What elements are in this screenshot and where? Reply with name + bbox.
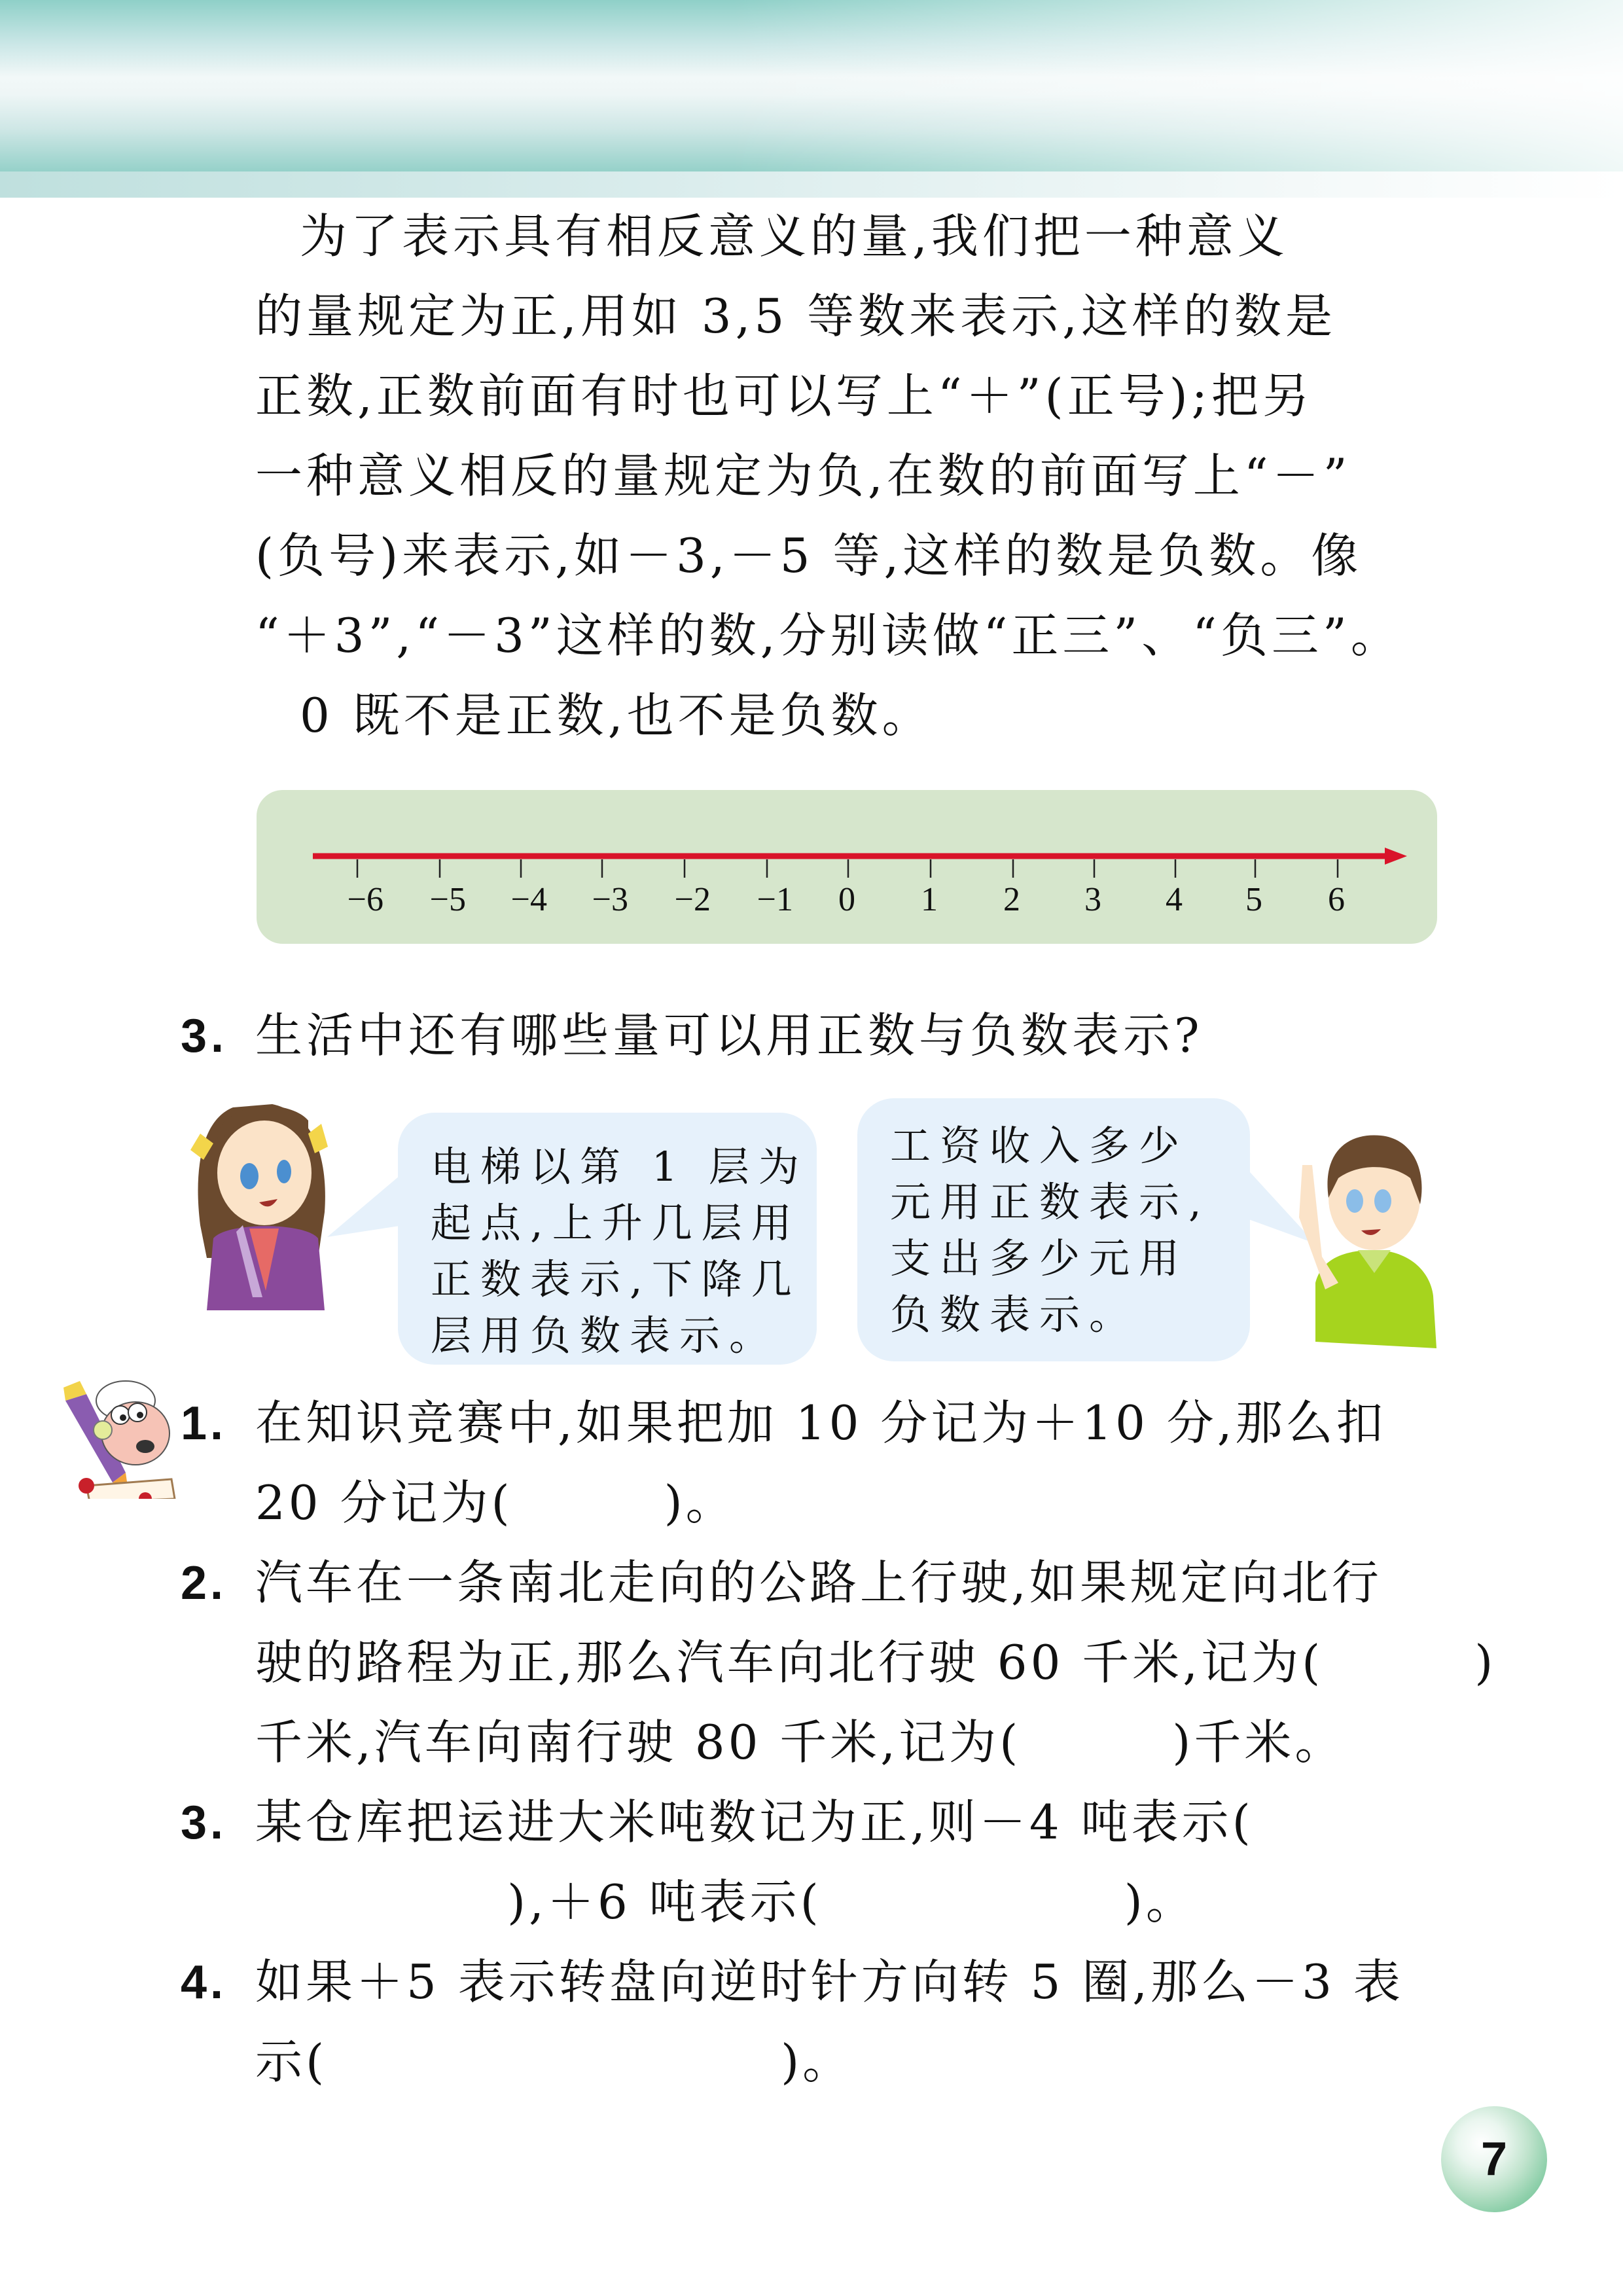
number-line-diagram bbox=[257, 790, 1437, 944]
exercise-text: 驶的路程为正,那么汽车向北行驶 60 千米,记为( ) bbox=[255, 1635, 1497, 1690]
header-strip bbox=[0, 171, 1623, 198]
intro-line: 为了表示具有相反意义的量,我们把一种意义 bbox=[249, 209, 1289, 264]
tick-label: −2 bbox=[674, 881, 711, 918]
girl-speech-bubble bbox=[398, 1113, 817, 1365]
boy-speech-bubble bbox=[857, 1098, 1250, 1361]
exercise-4 bbox=[181, 1942, 1444, 2102]
intro-paragraph bbox=[249, 196, 1440, 755]
exercise-number: 1. bbox=[181, 1397, 227, 1450]
page-number: 7 bbox=[1480, 2133, 1508, 2185]
intro-line: 一种意义相反的量规定为负,在数的前面写上“－” bbox=[255, 448, 1351, 503]
tick-label: −5 bbox=[429, 881, 466, 918]
tick-label: 6 bbox=[1328, 881, 1345, 918]
bubble-line: 元用正数表示, bbox=[890, 1178, 1211, 1226]
exercise-number: 3. bbox=[181, 1797, 227, 1849]
page-number-badge bbox=[1441, 2106, 1547, 2212]
tick-label: −6 bbox=[347, 881, 383, 918]
exercise-text: 在知识竞赛中,如果把加 10 分记为＋10 分,那么扣 bbox=[255, 1395, 1387, 1450]
bubble-line: 正数表示,下降几 bbox=[431, 1255, 801, 1303]
exercise-number: 2. bbox=[181, 1557, 227, 1609]
tick-label: 4 bbox=[1166, 881, 1183, 918]
girl-illustration-icon bbox=[187, 1094, 338, 1317]
intro-line: “＋3”,“－3”这样的数,分别读做“正三”、“负三”。 bbox=[255, 608, 1402, 663]
tick-label: −3 bbox=[592, 881, 628, 918]
exercise-text: 20 分记为( )。 bbox=[255, 1475, 736, 1530]
exercise-text: 示( )。 bbox=[255, 2034, 853, 2089]
exercise-number: 4. bbox=[181, 1956, 227, 2009]
tick-marks bbox=[357, 859, 1338, 878]
bubble-line: 支出多少元用 bbox=[890, 1234, 1189, 1282]
tick-label: 0 bbox=[838, 881, 855, 918]
tick-labels bbox=[257, 880, 1437, 920]
bubble-line: 层用负数表示。 bbox=[431, 1312, 779, 1359]
question-number: 3. bbox=[181, 1010, 228, 1062]
question-text: 生活中还有哪些量可以用正数与负数表示? bbox=[255, 1008, 1204, 1063]
number-line-panel bbox=[257, 790, 1437, 944]
bubble-line: 起点,上升几层用 bbox=[431, 1199, 801, 1247]
exercise-text: 某仓库把运进大米吨数记为正,则－4 吨表示( bbox=[255, 1795, 1254, 1850]
intro-zero-line: 0 既不是正数,也不是负数。 bbox=[249, 688, 933, 743]
bubble-line: 负数表示。 bbox=[890, 1291, 1139, 1338]
arrow-head-icon bbox=[1385, 848, 1407, 865]
exercise-3 bbox=[181, 1782, 1444, 1942]
tick-label: 3 bbox=[1084, 881, 1101, 918]
sheep-mascot-icon bbox=[60, 1374, 178, 1499]
tick-label: −1 bbox=[757, 881, 793, 918]
bubble-line: 工资收入多少 bbox=[890, 1122, 1189, 1170]
exercise-text: ),＋6 吨表示( )。 bbox=[255, 1874, 1196, 1929]
exercise-text: 汽车在一条南北走向的公路上行驶,如果规定向北行 bbox=[255, 1555, 1382, 1610]
discussion-question bbox=[181, 1003, 1204, 1069]
exercise-2 bbox=[181, 1543, 1497, 1782]
exercise-text: 如果＋5 表示转盘向逆时针方向转 5 圈,那么－3 表 bbox=[255, 1954, 1404, 2009]
tick-label: 1 bbox=[921, 881, 938, 918]
intro-line: 正数,正数前面有时也可以写上“＋”(正号);把另 bbox=[255, 368, 1313, 423]
tick-label: −4 bbox=[510, 881, 547, 918]
tick-label: 5 bbox=[1245, 881, 1262, 918]
bubble-line: 电梯以第 1 层为 bbox=[431, 1143, 808, 1191]
boy-illustration-icon bbox=[1276, 1126, 1453, 1361]
exercise-1 bbox=[181, 1383, 1444, 1543]
exercise-text: 千米,汽车向南行驶 80 千米,记为( )千米。 bbox=[255, 1715, 1346, 1770]
header-banner bbox=[0, 0, 1623, 171]
tick-label: 2 bbox=[1003, 881, 1020, 918]
intro-line: (负号)来表示,如－3,－5 等,这样的数是负数。像 bbox=[255, 528, 1363, 583]
intro-line: 的量规定为正,用如 3,5 等数来表示,这样的数是 bbox=[255, 289, 1337, 344]
